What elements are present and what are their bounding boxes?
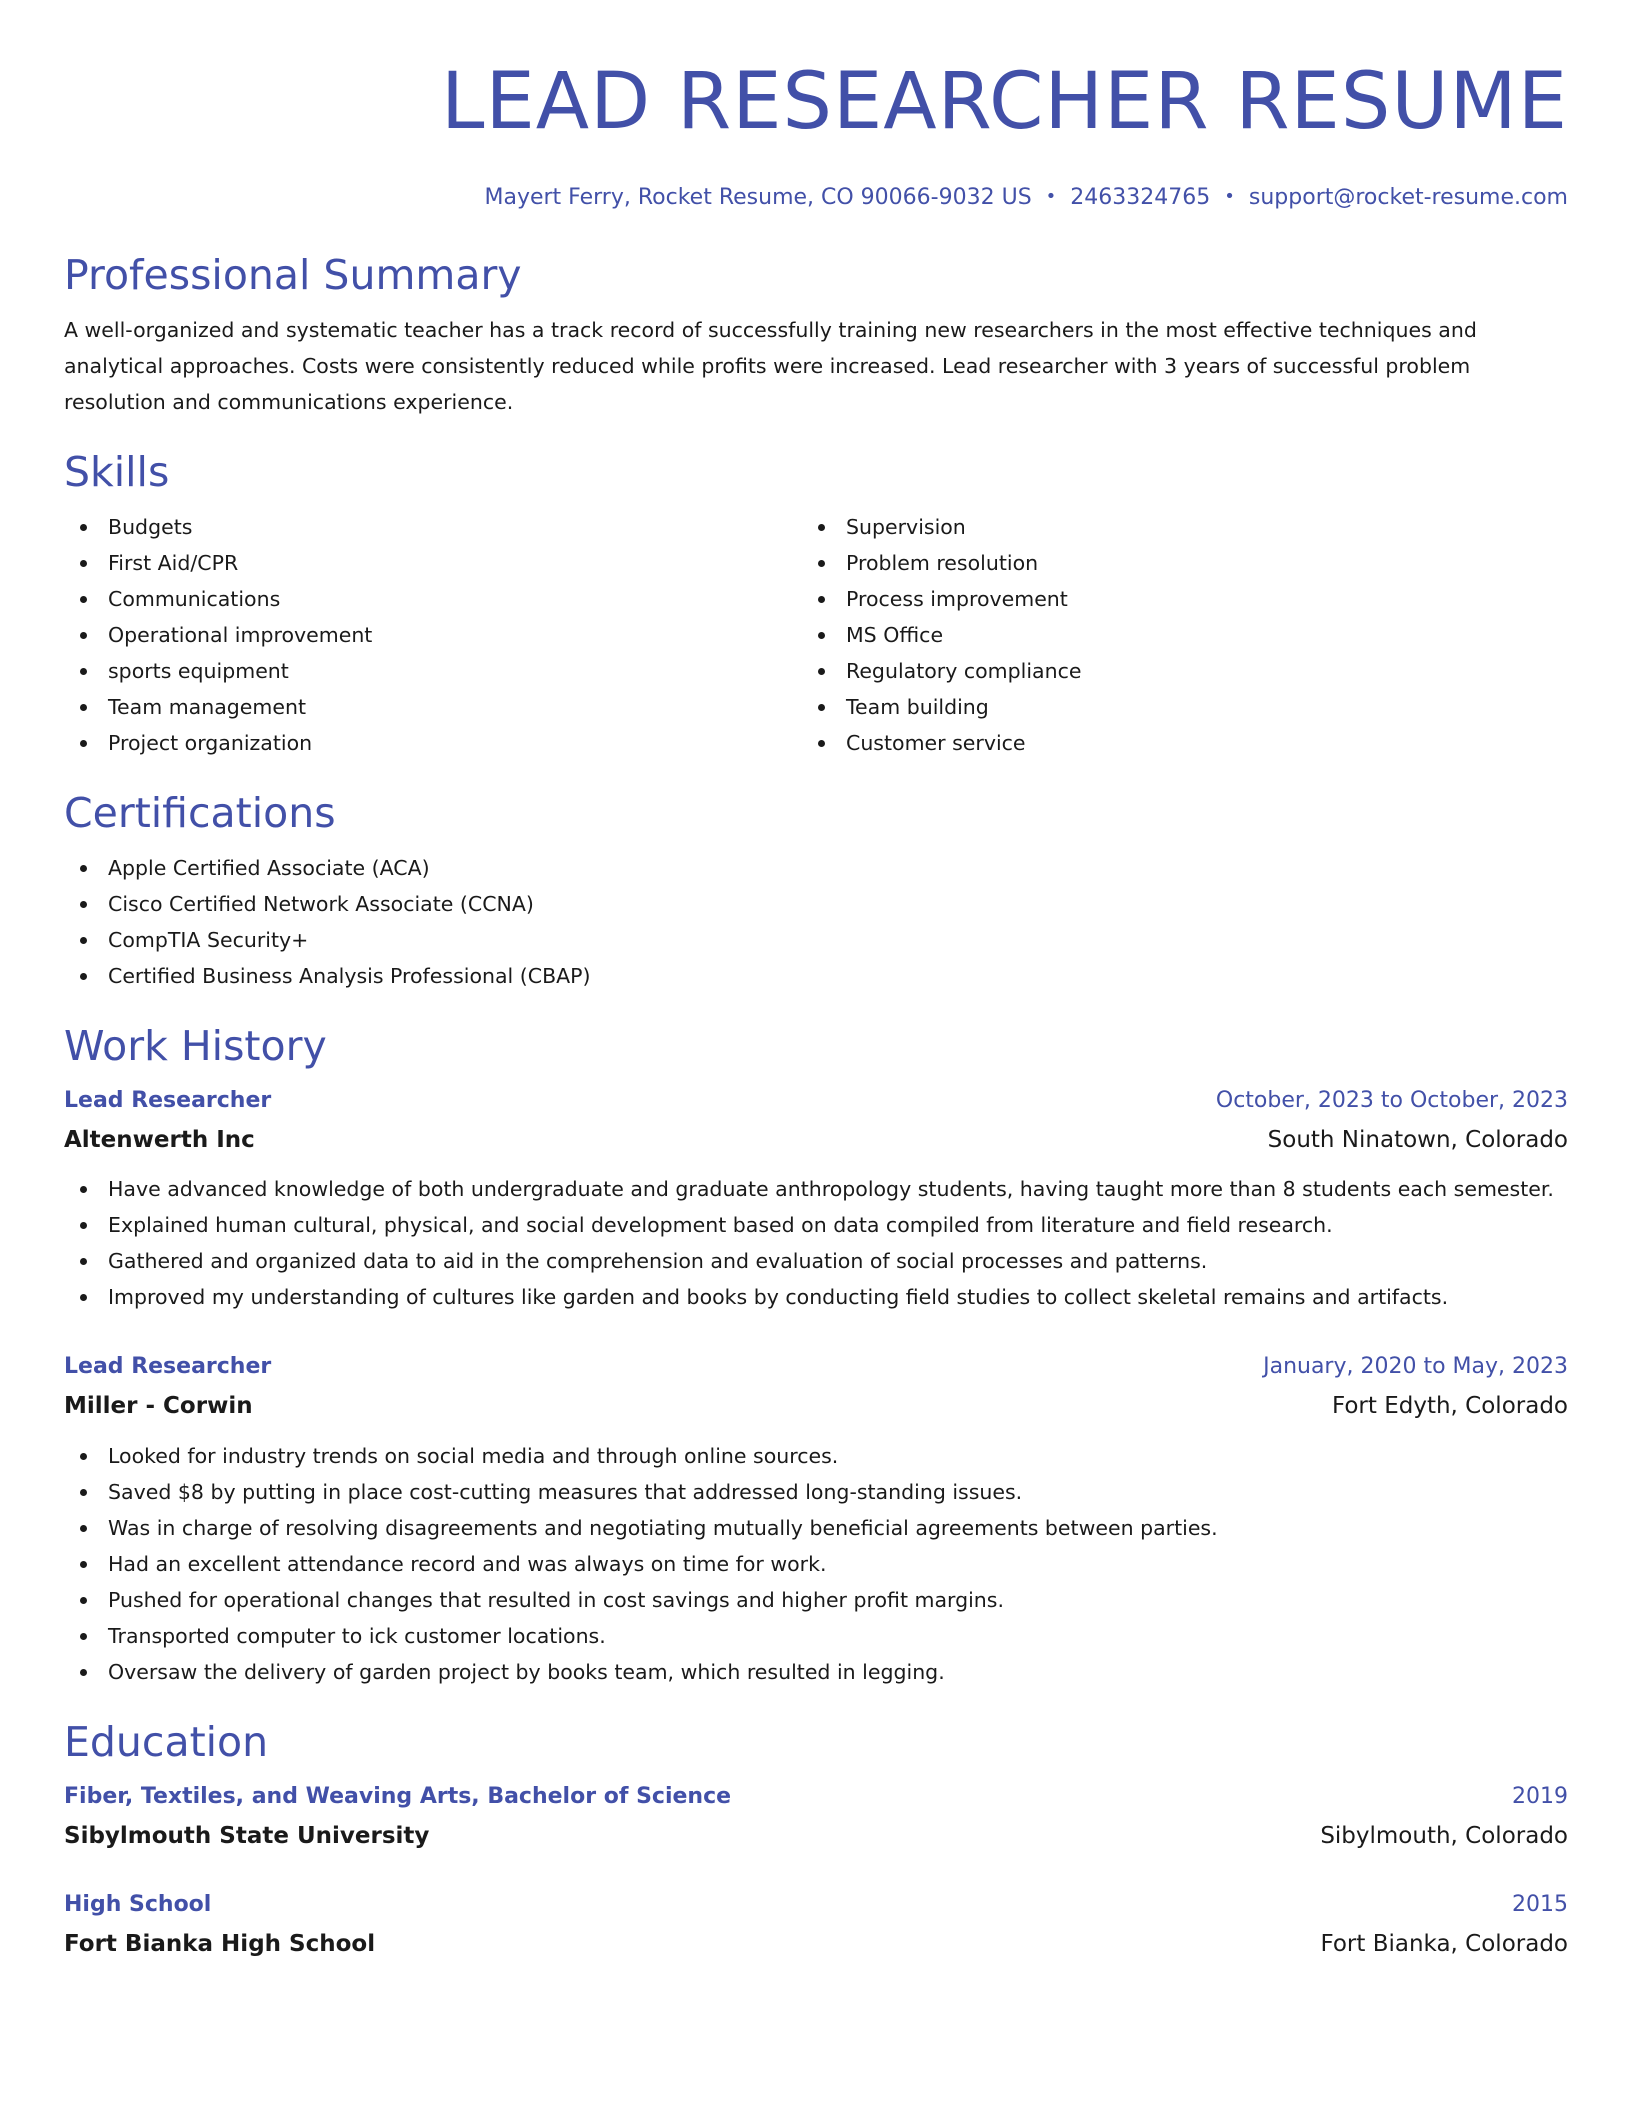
- education-header-row: [64, 1886, 1568, 1924]
- skills-section: [64, 446, 1568, 761]
- skill-item: Customer service: [802, 725, 1081, 761]
- skill-item: Process improvement: [802, 581, 1081, 617]
- education-heading: Education: [64, 1718, 269, 1766]
- contact-phone[interactable]: 2463324765: [1070, 185, 1211, 210]
- skill-item: Team management: [64, 689, 802, 725]
- skill-item: Problem resolution: [802, 545, 1081, 581]
- job-title: Lead Researcher: [64, 1354, 272, 1379]
- resume-title: LEAD RESEARCHER RESUME: [441, 57, 1568, 147]
- summary-heading: Professional Summary: [64, 251, 522, 299]
- education-header-row: [64, 1778, 1568, 1816]
- education-degree: Fiber, Textiles, and Weaving Arts, Bachelor of Science: [64, 1784, 732, 1809]
- certifications-section: [64, 787, 1568, 994]
- education-entry: [64, 1778, 1568, 1856]
- job-header-row: [64, 1082, 1568, 1120]
- job-bullet: Gathered and organized data to aid in the comprehension and evaluation of social processes and patterns.: [64, 1243, 1568, 1279]
- certification-item: Certified Business Analysis Professional (CBAP): [64, 958, 1568, 994]
- job-bullet: Was in charge of resolving disagreements and negotiating mutually beneficial agreements between parties.: [64, 1510, 1568, 1546]
- job-title: Lead Researcher: [64, 1088, 272, 1113]
- skill-item: First Aid/CPR: [64, 545, 802, 581]
- education-year: 2015: [1512, 1892, 1568, 1917]
- education-entry: [64, 1886, 1568, 1964]
- contact-separator: •: [1224, 186, 1235, 207]
- education-school-row: [64, 1816, 1568, 1856]
- job-bullets: [64, 1438, 1568, 1690]
- job-bullet: Improved my understanding of cultures like garden and books by conducting field studies to collect skeletal remains and artifacts.: [64, 1279, 1568, 1315]
- work-history-heading: Work History: [64, 1022, 327, 1070]
- education-section: [64, 1716, 1568, 1964]
- skills-list-right: [802, 509, 1081, 761]
- contact-separator: •: [1045, 186, 1057, 207]
- education-location: Fort Bianka, Colorado: [1320, 1931, 1568, 1957]
- job-dates: October, 2023 to October, 2023: [1215, 1088, 1568, 1113]
- job-dates: January, 2020 to May, 2023: [1263, 1354, 1568, 1379]
- resume-header: [64, 52, 1568, 213]
- skill-item: sports equipment: [64, 653, 802, 689]
- job-bullet: Explained human cultural, physical, and social development based on data compiled from literature and field research.: [64, 1207, 1568, 1243]
- skill-item: Team building: [802, 689, 1081, 725]
- summary-text: A well-organized and systematic teacher has a track record of successfully training new researchers in the most effective techniques and analytical approaches. Costs were consistently reduced while profits were increased. Lead researcher with 3 years of successful problem resolution and communications experience.: [64, 318, 1477, 414]
- job-header-row: [64, 1348, 1568, 1386]
- job-bullet: Pushed for operational changes that resulted in cost savings and higher profit margins.: [64, 1582, 1568, 1618]
- skill-item: Budgets: [64, 509, 802, 545]
- job-entry: [64, 1082, 1568, 1315]
- job-bullet: Saved $8 by putting in place cost-cutting measures that addressed long-standing issues.: [64, 1474, 1568, 1510]
- education-degree: High School: [64, 1892, 212, 1917]
- job-bullet: Had an excellent attendance record and was always on time for work.: [64, 1546, 1568, 1582]
- education-school: Sibylmouth State University: [64, 1823, 430, 1849]
- certifications-list: [64, 850, 1568, 994]
- skills-heading: Skills: [64, 448, 170, 496]
- skill-item: MS Office: [802, 617, 1081, 653]
- work-history-section: [64, 1020, 1568, 1690]
- job-bullets: [64, 1171, 1568, 1315]
- job-company-row: [64, 1120, 1568, 1160]
- skills-grid: [64, 509, 1568, 761]
- contact-email[interactable]: support@rocket-resume.com: [1248, 185, 1568, 210]
- skills-list-left: [64, 509, 802, 761]
- certification-item: CompTIA Security+: [64, 922, 1568, 958]
- skill-item: Operational improvement: [64, 617, 802, 653]
- job-entry: [64, 1348, 1568, 1690]
- job-company-row: [64, 1386, 1568, 1426]
- job-bullet: Oversaw the delivery of garden project by books team, which resulted in legging.: [64, 1654, 1568, 1690]
- skill-item: Communications: [64, 581, 802, 617]
- certification-item: Apple Certified Associate (ACA): [64, 850, 1568, 886]
- job-bullet: Have advanced knowledge of both undergraduate and graduate anthropology students, having taught more than 8 students each semester.: [64, 1171, 1568, 1207]
- certifications-heading: Certifications: [64, 789, 336, 837]
- job-bullet: Transported computer to ick customer locations.: [64, 1618, 1568, 1654]
- job-company: Altenwerth Inc: [64, 1127, 255, 1153]
- job-location: South Ninatown, Colorado: [1267, 1127, 1568, 1153]
- contact-address: Mayert Ferry, Rocket Resume, CO 90066-9032 US: [484, 185, 1032, 210]
- contact-line: [64, 182, 1568, 213]
- education-location: Sibylmouth, Colorado: [1320, 1823, 1568, 1849]
- education-school-row: [64, 1924, 1568, 1964]
- job-bullet: Looked for industry trends on social media and through online sources.: [64, 1438, 1568, 1474]
- education-school: Fort Bianka High School: [64, 1931, 376, 1957]
- skill-item: Supervision: [802, 509, 1081, 545]
- certification-item: Cisco Certified Network Associate (CCNA): [64, 886, 1568, 922]
- summary-section: [64, 249, 1568, 420]
- job-location: Fort Edyth, Colorado: [1331, 1393, 1568, 1419]
- skill-item: Project organization: [64, 725, 802, 761]
- skill-item: Regulatory compliance: [802, 653, 1081, 689]
- education-year: 2019: [1512, 1784, 1568, 1809]
- job-company: Miller - Corwin: [64, 1393, 253, 1419]
